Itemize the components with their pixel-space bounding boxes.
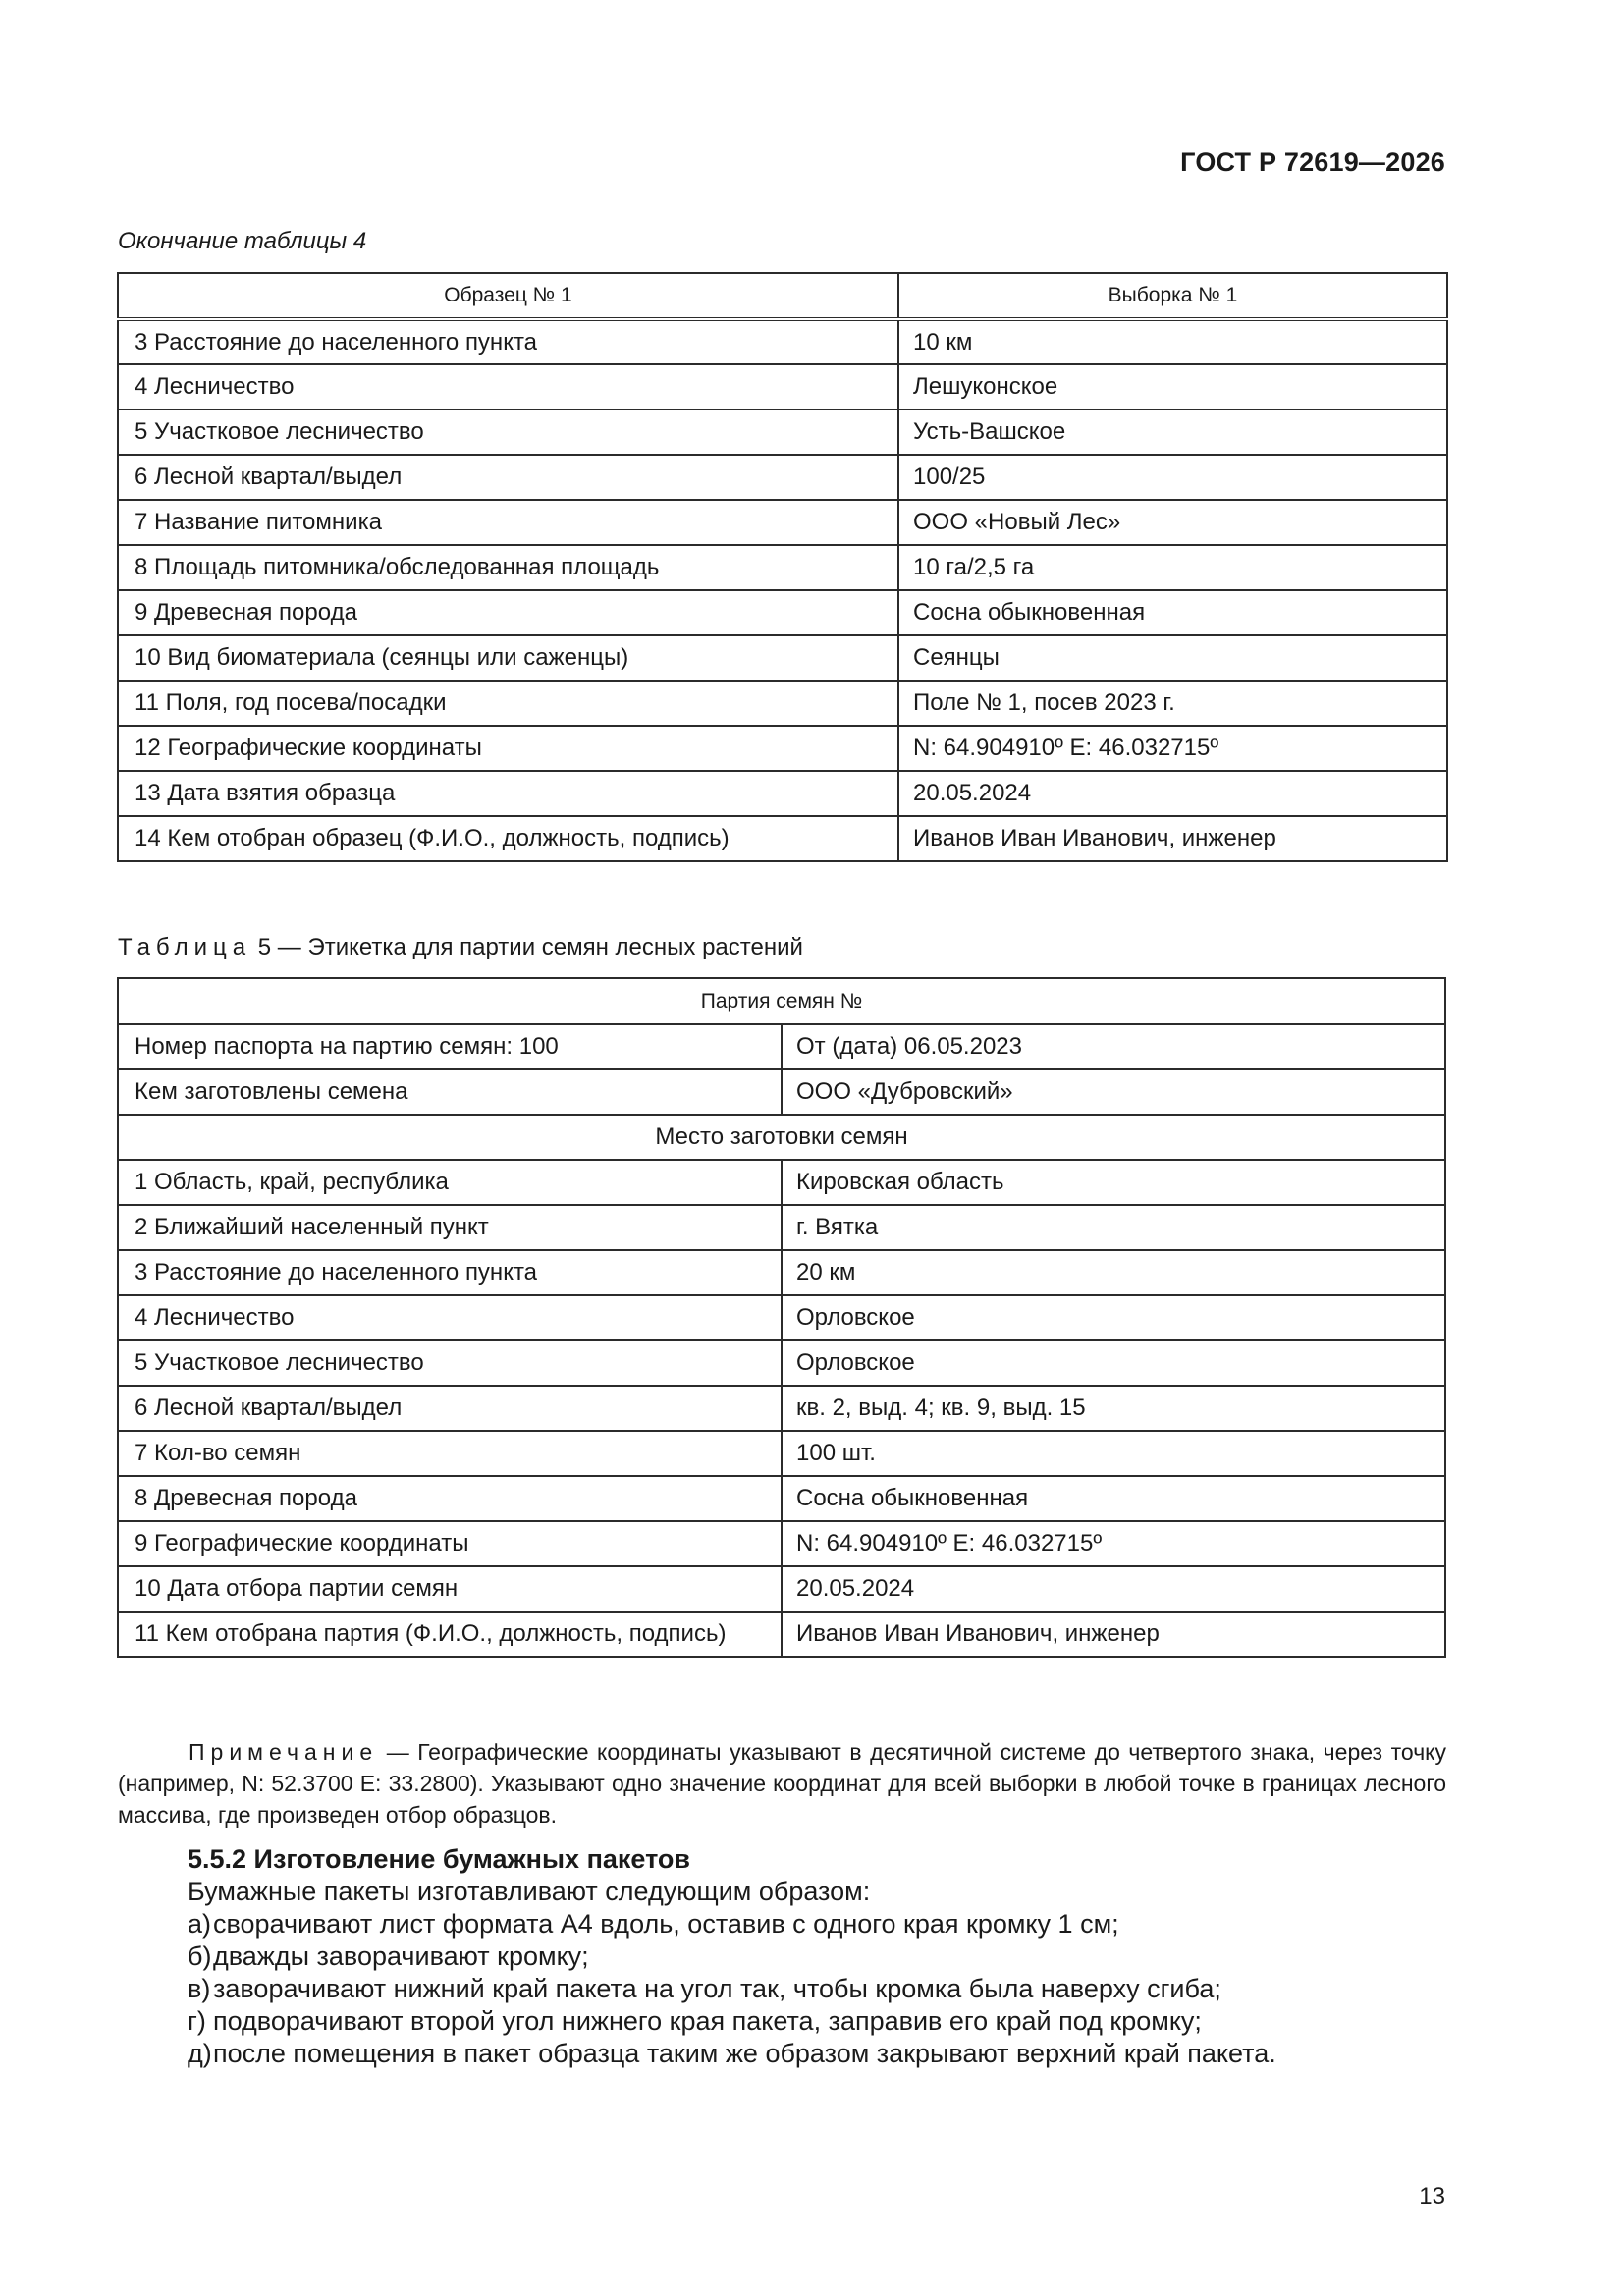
table-row <box>118 319 1447 364</box>
row-value: 20.05.2024 <box>898 771 1447 816</box>
row-label: 8 Древесная порода <box>118 1476 782 1521</box>
table-row <box>118 1521 1445 1566</box>
list-item <box>188 2005 1446 2038</box>
row-value: 100/25 <box>898 455 1447 500</box>
list-text: подворачивают второй угол нижнего края пакета, заправив его край под кромку; <box>213 2006 1202 2036</box>
section-row <box>118 1115 1445 1160</box>
row-value: Иванов Иван Иванович, инженер <box>898 816 1447 861</box>
table-5-title <box>118 934 803 961</box>
row-value: Иванов Иван Иванович, инженер <box>782 1612 1445 1657</box>
row-value: N: 64.904910º E: 46.032715º <box>782 1521 1445 1566</box>
table-4-body <box>118 319 1447 861</box>
table-row <box>118 545 1447 590</box>
table-row <box>118 1069 1445 1115</box>
row-label: 9 Географические координаты <box>118 1521 782 1566</box>
table-note <box>118 1736 1446 1831</box>
list-text: сворачивают лист формата А4 вдоль, оставив с одного края кромку 1 см; <box>213 1909 1119 1939</box>
table-row <box>118 590 1447 635</box>
row-value: 20 км <box>782 1250 1445 1295</box>
table-header-row <box>118 978 1445 1024</box>
list-item <box>188 1941 1446 1973</box>
table-5-body <box>118 1160 1445 1657</box>
table-row <box>118 726 1447 771</box>
row-value: Орловское <box>782 1340 1445 1386</box>
table-row <box>118 364 1447 410</box>
list-item <box>188 1973 1446 2005</box>
row-value: 10 га/2,5 га <box>898 545 1447 590</box>
table-row <box>118 1431 1445 1476</box>
row-label: Номер паспорта на партию семян: 100 <box>118 1024 782 1069</box>
harvest-place-label: Место заготовки семян <box>118 1115 1445 1160</box>
row-value: Усть-Вашское <box>898 410 1447 455</box>
row-value: 20.05.2024 <box>782 1566 1445 1612</box>
row-label: 5 Участковое лесничество <box>118 1340 782 1386</box>
section-intro: Бумажные пакеты изготавливают следующим образом: <box>188 1877 871 1906</box>
row-value: Сеянцы <box>898 635 1447 681</box>
row-value: г. Вятка <box>782 1205 1445 1250</box>
row-label: 14 Кем отобран образец (Ф.И.О., должность, подпись) <box>118 816 898 861</box>
page-number: 13 <box>1419 2183 1445 2210</box>
row-value: ООО «Новый Лес» <box>898 500 1447 545</box>
row-value: ООО «Дубровский» <box>782 1069 1445 1115</box>
row-label: 7 Кол-во семян <box>118 1431 782 1476</box>
table-row <box>118 635 1447 681</box>
table-row <box>118 1250 1445 1295</box>
row-label: 6 Лесной квартал/выдел <box>118 1386 782 1431</box>
row-label: 10 Вид биоматериала (сеянцы или саженцы) <box>118 635 898 681</box>
table-row <box>118 1340 1445 1386</box>
list-marker: г) <box>188 2006 206 2036</box>
list-item <box>188 1908 1446 1941</box>
table-row <box>118 1476 1445 1521</box>
table-title-text: 5 — Этикетка для партии семян лесных растений <box>251 934 803 960</box>
table-word: Таблица <box>118 934 252 960</box>
table-row <box>118 1566 1445 1612</box>
list-marker: в) <box>188 1974 211 2003</box>
table-row <box>118 1205 1445 1250</box>
table-row <box>118 410 1447 455</box>
section-5-5-2 <box>188 1843 1446 2070</box>
list-item <box>188 2038 1446 2070</box>
column-header-sample: Образец № 1 <box>118 273 898 319</box>
table-row <box>118 455 1447 500</box>
list-marker: б) <box>188 1941 212 1971</box>
row-value: 10 км <box>898 319 1447 364</box>
table-row <box>118 681 1447 726</box>
row-value: Лешуконское <box>898 364 1447 410</box>
table-row <box>118 1612 1445 1657</box>
list-text: дважды заворачивают кромку; <box>213 1941 589 1971</box>
note-text: — Географические координаты указывают в десятичной системе до четвертого знака, через точку (например, N: 52.3700 E: 33.2800). Указывают одно значение координат для всей выборки в любой точке в границах лесного массива, где произведен отбор образцов. <box>118 1739 1446 1828</box>
section-list <box>188 1908 1446 2070</box>
table-continuation-caption: Окончание таблицы 4 <box>118 228 367 254</box>
section-heading: 5.5.2 Изготовление бумажных пакетов <box>188 1844 691 1874</box>
table-row <box>118 1295 1445 1340</box>
row-label: 11 Поля, год посева/посадки <box>118 681 898 726</box>
row-value: 100 шт. <box>782 1431 1445 1476</box>
row-label: 11 Кем отобрана партия (Ф.И.О., должность, подпись) <box>118 1612 782 1657</box>
table-header-row <box>118 273 1447 319</box>
row-label: 7 Название питомника <box>118 500 898 545</box>
row-label: Кем заготовлены семена <box>118 1069 782 1115</box>
row-value: От (дата) 06.05.2023 <box>782 1024 1445 1069</box>
list-text: после помещения в пакет образца таким же образом закрывают верхний край пакета. <box>213 2039 1276 2068</box>
row-value: Поле № 1, посев 2023 г. <box>898 681 1447 726</box>
list-text: заворачивают нижний край пакета на угол так, чтобы кромка была наверху сгиба; <box>213 1974 1221 2003</box>
row-value: Орловское <box>782 1295 1445 1340</box>
table-5-top-rows <box>118 1024 1445 1115</box>
table-4 <box>117 272 1448 862</box>
row-label: 12 Географические координаты <box>118 726 898 771</box>
list-marker: д) <box>188 2039 212 2068</box>
list-marker: а) <box>188 1909 212 1939</box>
row-label: 4 Лесничество <box>118 1295 782 1340</box>
row-label: 5 Участковое лесничество <box>118 410 898 455</box>
table-row <box>118 500 1447 545</box>
row-value: N: 64.904910º E: 46.032715º <box>898 726 1447 771</box>
seed-batch-header: Партия семян № <box>118 978 1445 1024</box>
table-row <box>118 1160 1445 1205</box>
row-label: 8 Площадь питомника/обследованная площадь <box>118 545 898 590</box>
row-value: Сосна обыкновенная <box>898 590 1447 635</box>
row-label: 2 Ближайший населенный пункт <box>118 1205 782 1250</box>
table-5 <box>117 977 1446 1658</box>
table-row <box>118 771 1447 816</box>
row-value: Кировская область <box>782 1160 1445 1205</box>
row-label: 9 Древесная порода <box>118 590 898 635</box>
row-label: 6 Лесной квартал/выдел <box>118 455 898 500</box>
document-designation: ГОСТ Р 72619—2026 <box>1180 147 1445 177</box>
column-header-selection: Выборка № 1 <box>898 273 1447 319</box>
note-word: Примечание <box>189 1739 379 1765</box>
table-row <box>118 1386 1445 1431</box>
table-row <box>118 816 1447 861</box>
row-label: 13 Дата взятия образца <box>118 771 898 816</box>
row-value: Сосна обыкновенная <box>782 1476 1445 1521</box>
table-row <box>118 1024 1445 1069</box>
row-label: 4 Лесничество <box>118 364 898 410</box>
row-label: 3 Расстояние до населенного пункта <box>118 319 898 364</box>
row-label: 1 Область, край, республика <box>118 1160 782 1205</box>
row-label: 10 Дата отбора партии семян <box>118 1566 782 1612</box>
row-label: 3 Расстояние до населенного пункта <box>118 1250 782 1295</box>
row-value: кв. 2, выд. 4; кв. 9, выд. 15 <box>782 1386 1445 1431</box>
